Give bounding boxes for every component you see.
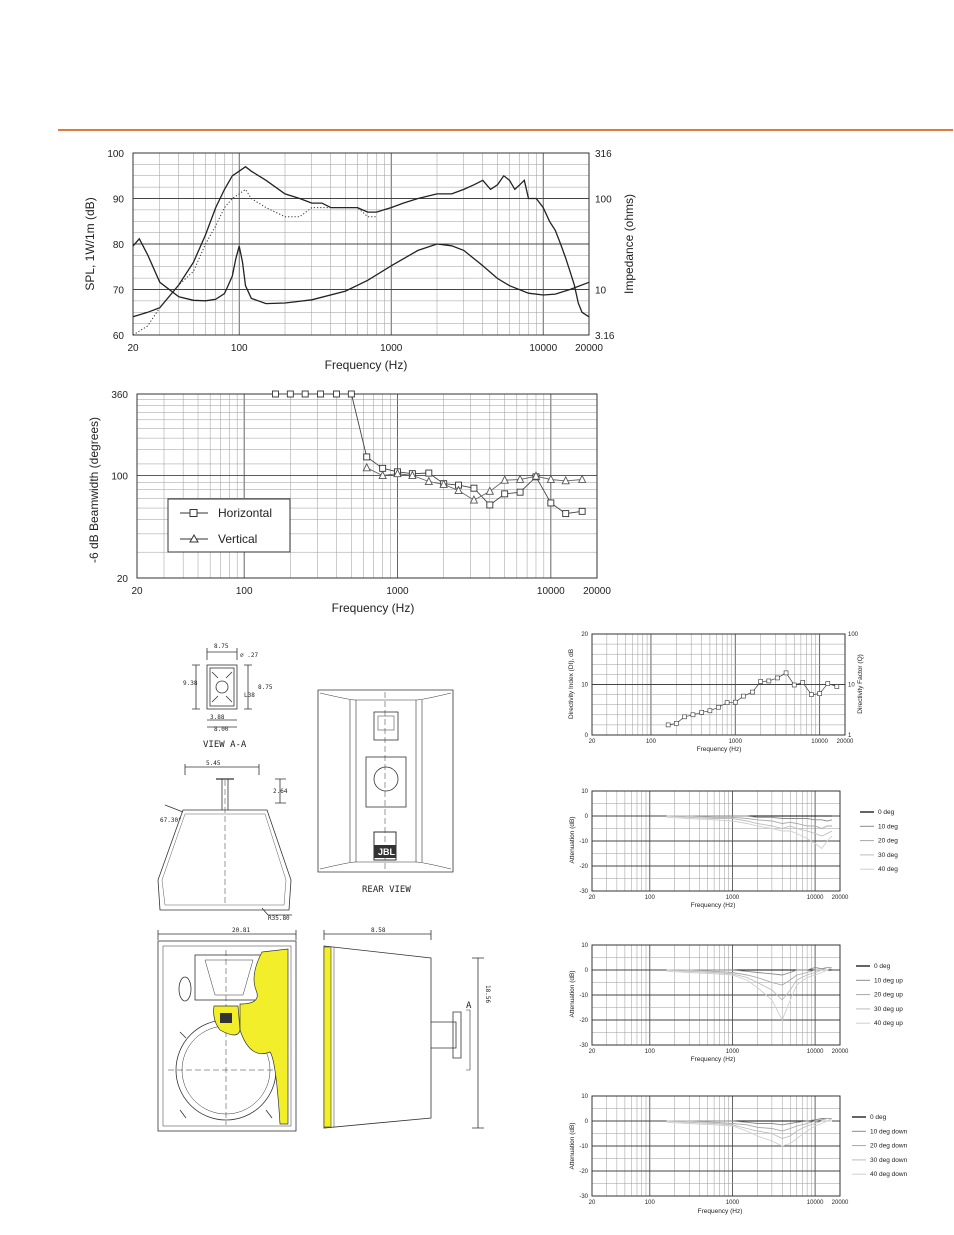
rear-view-label: REAR VIEW bbox=[362, 885, 411, 895]
x-tick-label: 100 bbox=[644, 1200, 655, 1206]
dim-top-height: 2.64 bbox=[273, 788, 288, 795]
beam-y-label: -6 dB Beamwidth (degrees) bbox=[87, 416, 101, 564]
dim-front-width: 20.81 bbox=[232, 927, 251, 934]
y2-tick-label: 3.16 bbox=[595, 331, 615, 342]
y-tick-label: 0 bbox=[584, 1119, 588, 1125]
x-tick-label: 20 bbox=[131, 586, 143, 597]
dim-aa-right: 8.75 bbox=[258, 684, 273, 691]
horizontal-point bbox=[318, 391, 324, 397]
x-tick-label: 10000 bbox=[811, 739, 828, 745]
legend-label: 20 deg bbox=[878, 837, 898, 845]
y-tick-label: 10 bbox=[581, 1094, 588, 1100]
directivity-chart bbox=[568, 632, 864, 753]
x-tick-label: 1000 bbox=[728, 739, 742, 745]
legend-label: 0 deg bbox=[878, 809, 895, 816]
legend-label: 30 deg bbox=[878, 851, 898, 859]
x-tick-label: 10000 bbox=[529, 343, 558, 354]
horizontal-point bbox=[426, 470, 432, 476]
x-tick-label: 100 bbox=[235, 586, 253, 597]
legend-label: 10 deg up bbox=[874, 977, 903, 985]
di-point bbox=[725, 701, 729, 705]
vertical-down-offaxis-chart bbox=[569, 1094, 908, 1215]
vd-x-label: Frequency (Hz) bbox=[697, 1208, 743, 1215]
di-point bbox=[708, 709, 712, 713]
x-tick-label: 100 bbox=[230, 343, 248, 354]
y-tick-label: 80 bbox=[112, 240, 124, 251]
dim-aa-inner: L38 bbox=[244, 692, 255, 699]
di-point bbox=[666, 723, 670, 727]
dim-aa-top: 8.75 bbox=[214, 643, 229, 650]
y-tick-label: 90 bbox=[112, 194, 124, 206]
x-tick-label: 10000 bbox=[806, 1049, 824, 1055]
y-tick-label: 10 bbox=[581, 943, 588, 949]
vd-y-label: Attenuation (dB) bbox=[569, 1122, 576, 1170]
x-tick-label: 20000 bbox=[575, 343, 603, 354]
spl-on-axis-line bbox=[133, 167, 589, 317]
vertical-point bbox=[486, 487, 493, 494]
di-point bbox=[835, 685, 839, 689]
legend-label: 20 deg up bbox=[874, 991, 903, 999]
beamwidth-chart bbox=[87, 390, 611, 615]
dim-aa-left: 9.38 bbox=[183, 680, 198, 687]
x-tick-label: 20 bbox=[588, 1200, 596, 1206]
legend-label: 40 deg down bbox=[870, 1171, 908, 1179]
di-y2-label: Directivity Factor (Q) bbox=[857, 654, 864, 714]
h-x-label: Frequency (Hz) bbox=[690, 902, 736, 909]
legend-label: 40 deg bbox=[878, 866, 898, 874]
beam-legend bbox=[168, 499, 290, 552]
di-point bbox=[683, 715, 687, 719]
legend-label: 0 deg bbox=[874, 963, 891, 970]
x-tick-label: 20 bbox=[588, 739, 596, 745]
y-tick-label: -20 bbox=[579, 864, 588, 870]
legend-label: 10 deg down bbox=[870, 1128, 908, 1136]
horizontal-point bbox=[287, 391, 293, 397]
section-marker-a: A bbox=[466, 1001, 472, 1011]
x-tick-label: 1000 bbox=[725, 1200, 740, 1206]
y-tick-label: 20 bbox=[116, 574, 128, 585]
horizontal-point bbox=[272, 391, 278, 397]
x-tick-label: 20 bbox=[588, 1049, 596, 1055]
y-tick-label: -20 bbox=[579, 1169, 588, 1175]
di-y-label: Directivity Index (DI), dB bbox=[568, 648, 575, 720]
horizontal-point bbox=[364, 454, 370, 460]
di-point bbox=[801, 680, 805, 684]
y-tick-label: -30 bbox=[579, 1194, 588, 1200]
x-tick-label: 10000 bbox=[536, 586, 565, 597]
legend-label: 40 deg up bbox=[874, 1020, 903, 1028]
view-aa-label: VIEW A-A bbox=[203, 740, 247, 750]
horizontal-point bbox=[302, 391, 308, 397]
di-point bbox=[700, 710, 704, 714]
y-tick-label: 100 bbox=[107, 149, 124, 160]
y-tick-label: 10 bbox=[581, 789, 588, 795]
legend-vertical: Vertical bbox=[218, 532, 258, 546]
spl-15deg-line bbox=[133, 189, 377, 335]
di-point bbox=[767, 679, 771, 683]
dim-radius: R35.80 bbox=[268, 915, 290, 922]
di-point bbox=[733, 700, 737, 704]
y-tick-label: -10 bbox=[579, 993, 588, 999]
y-tick-label: -20 bbox=[579, 1018, 588, 1024]
x-tick-label: 1000 bbox=[380, 343, 403, 354]
y2-tick-label: 1 bbox=[848, 733, 852, 739]
y-tick-label: 0 bbox=[584, 733, 588, 739]
horizontal-point bbox=[502, 491, 508, 497]
horizontal-point bbox=[517, 489, 523, 495]
vertical-point bbox=[363, 464, 370, 471]
x-tick-label: 20000 bbox=[831, 895, 849, 901]
y-tick-label: 20 bbox=[581, 632, 588, 638]
di-point bbox=[716, 705, 720, 709]
vertical-up-offaxis-chart bbox=[569, 943, 903, 1063]
dim-aa-hole: ⌀ .27 bbox=[240, 652, 259, 659]
di-point bbox=[674, 721, 678, 725]
di-point bbox=[759, 679, 763, 683]
di-point bbox=[809, 693, 813, 697]
x-tick-label: 1000 bbox=[725, 895, 740, 901]
y-tick-label: 0 bbox=[584, 968, 588, 974]
horizontal-point bbox=[487, 502, 493, 508]
y2-tick-label: 100 bbox=[595, 194, 612, 206]
y-tick-label: 100 bbox=[111, 471, 128, 483]
y-tick-label: 0 bbox=[584, 814, 588, 820]
y2-tick-label: 316 bbox=[595, 149, 612, 160]
horizontal-point bbox=[471, 485, 477, 491]
horizontal-point bbox=[348, 391, 354, 397]
rear-logo-text: JBL bbox=[378, 847, 396, 857]
horizontal-point bbox=[380, 465, 386, 471]
x-tick-label: 20000 bbox=[831, 1049, 849, 1055]
x-tick-label: 20000 bbox=[583, 586, 611, 597]
y-tick-label: 10 bbox=[581, 682, 588, 689]
legend-label: 0 deg bbox=[870, 1114, 887, 1121]
x-tick-label: 100 bbox=[645, 739, 656, 745]
y-tick-label: -30 bbox=[579, 889, 588, 895]
dim-angle: 67.30° bbox=[160, 817, 182, 824]
top-view-drawing bbox=[158, 764, 292, 915]
x-tick-label: 100 bbox=[644, 895, 655, 901]
legend-label: 10 deg bbox=[878, 823, 898, 831]
y-tick-label: 360 bbox=[111, 390, 128, 401]
horizontal-point bbox=[579, 508, 585, 514]
dim-aa-bottom1: 3.88 bbox=[210, 714, 225, 721]
dim-top-width: 5.45 bbox=[206, 760, 221, 767]
di-point bbox=[792, 683, 796, 687]
side-grille-highlight bbox=[324, 947, 331, 1127]
vertical-point bbox=[579, 475, 586, 482]
di-point bbox=[741, 694, 745, 698]
y-tick-label: 60 bbox=[112, 331, 124, 342]
impedance-line bbox=[133, 239, 589, 304]
dim-side-height: 18.56 bbox=[484, 985, 491, 1004]
x-tick-label: 1000 bbox=[386, 586, 409, 597]
y2-tick-label: 10 bbox=[595, 285, 607, 297]
x-tick-label: 1000 bbox=[725, 1049, 740, 1055]
legend-square-marker bbox=[190, 510, 197, 517]
di-point bbox=[784, 671, 788, 675]
spl-impedance-chart bbox=[83, 149, 636, 372]
vertical-point bbox=[470, 496, 477, 503]
spl-y2-label: Impedance (ohms) bbox=[622, 193, 636, 295]
x-tick-label: 20 bbox=[588, 895, 596, 901]
di-point bbox=[750, 690, 754, 694]
spl-x-label: Frequency (Hz) bbox=[324, 358, 408, 372]
legend-label: 30 deg down bbox=[870, 1156, 908, 1164]
y-tick-label: -10 bbox=[579, 839, 588, 845]
x-tick-label: 100 bbox=[644, 1049, 655, 1055]
x-tick-label: 10000 bbox=[806, 895, 824, 901]
side-view-drawing bbox=[324, 930, 484, 1128]
legend-horizontal: Horizontal bbox=[218, 506, 273, 520]
y-tick-label: -10 bbox=[579, 1144, 588, 1150]
horizontal-point bbox=[548, 500, 554, 506]
y2-tick-label: 10 bbox=[848, 682, 855, 689]
vu-y-label: Attenuation (dB) bbox=[569, 970, 576, 1018]
x-tick-label: 10000 bbox=[806, 1200, 824, 1206]
x-tick-label: 20 bbox=[127, 343, 139, 354]
di-x-label: Frequency (Hz) bbox=[696, 746, 742, 753]
h-y-label: Attenuation (dB) bbox=[569, 816, 576, 864]
x-tick-label: 20000 bbox=[836, 739, 854, 745]
front-compression-driver bbox=[220, 1013, 232, 1023]
dim-aa-bottom2: 8.00 bbox=[214, 726, 229, 733]
horizontal-point bbox=[563, 511, 569, 517]
rear-view-drawing bbox=[318, 690, 453, 872]
y-tick-label: 70 bbox=[112, 285, 124, 297]
di-point bbox=[775, 676, 779, 680]
y2-tick-label: 100 bbox=[848, 632, 859, 638]
front-cutaway-highlight bbox=[240, 949, 288, 1124]
vu-x-label: Frequency (Hz) bbox=[690, 1056, 736, 1063]
dim-side-depth: 8.58 bbox=[371, 927, 386, 934]
legend-label: 30 deg up bbox=[874, 1005, 903, 1013]
y-tick-label: -30 bbox=[579, 1043, 588, 1049]
di-point bbox=[818, 692, 822, 696]
legend-label: 20 deg down bbox=[870, 1142, 908, 1150]
horizontal-offaxis-chart bbox=[569, 789, 898, 909]
spl-y-label: SPL, 1W/1m (dB) bbox=[83, 197, 97, 291]
horizontal-point bbox=[333, 391, 339, 397]
x-tick-label: 20000 bbox=[831, 1200, 849, 1206]
di-point bbox=[691, 713, 695, 717]
di-point bbox=[826, 681, 830, 685]
beam-x-label: Frequency (Hz) bbox=[331, 601, 415, 615]
